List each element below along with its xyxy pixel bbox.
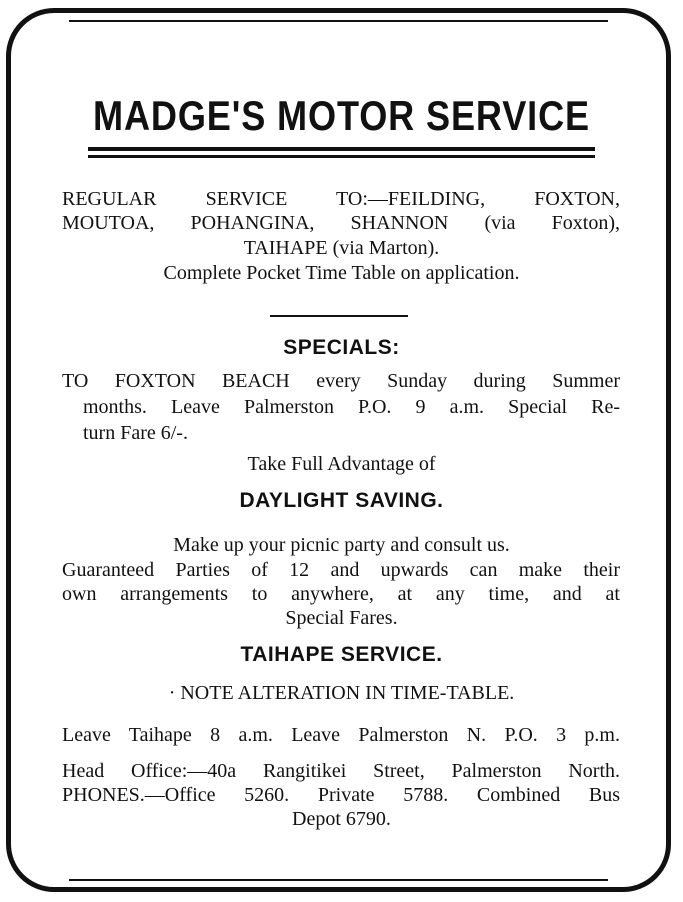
specials-line-3: turn Fare 6/-. <box>83 422 188 444</box>
daylight-heading: DAYLIGHT SAVING. <box>239 489 444 512</box>
picnic-line-3: own arrangements to anywhere, at any time, and at <box>62 583 620 605</box>
specials-line-2: months. Leave Palmerston P.O. 9 a.m. Special Re- <box>83 396 620 418</box>
picnic-line-4: Special Fares. <box>285 607 398 629</box>
depot-phone: Depot 6790. <box>292 808 391 830</box>
regular-service-line-3: TAIHAPE (via Marton). <box>243 237 440 259</box>
section-divider <box>270 315 408 317</box>
daylight-intro: Take Full Advantage of <box>247 453 436 475</box>
picnic-line-1: Make up your picnic party and consult us. <box>173 534 510 556</box>
regular-service-line-2: MOUTOA, POHANGINA, SHANNON (via Foxton), <box>62 212 620 234</box>
taihape-times: Leave Taihape 8 a.m. Leave Palmerston N. P.O. 3 p.m. <box>62 724 620 746</box>
ad-title: MADGE'S MOTOR SERVICE <box>93 92 590 139</box>
timetable-note: Complete Pocket Time Table on application. <box>163 262 520 284</box>
phone-numbers: PHONES.—Office 5260. Private 5788. Combined Bus <box>62 784 620 806</box>
specials-line-1: TO FOXTON BEACH every Sunday during Summer <box>62 370 620 392</box>
specials-heading: SPECIALS: <box>283 336 400 359</box>
head-office-address: Head Office:—40a Rangitikei Street, Palmerston North. <box>62 760 620 782</box>
timetable-alteration-note: · NOTE ALTERATION IN TIME-TABLE. <box>168 682 515 704</box>
title-rule-thin <box>88 155 595 158</box>
picnic-line-2: Guaranteed Parties of 12 and upwards can make their <box>62 559 620 581</box>
title-rule-thick <box>88 147 595 151</box>
regular-service-line-1: REGULAR SERVICE TO:—FEILDING, FOXTON, <box>62 188 620 210</box>
taihape-heading: TAIHAPE SERVICE. <box>240 643 443 666</box>
